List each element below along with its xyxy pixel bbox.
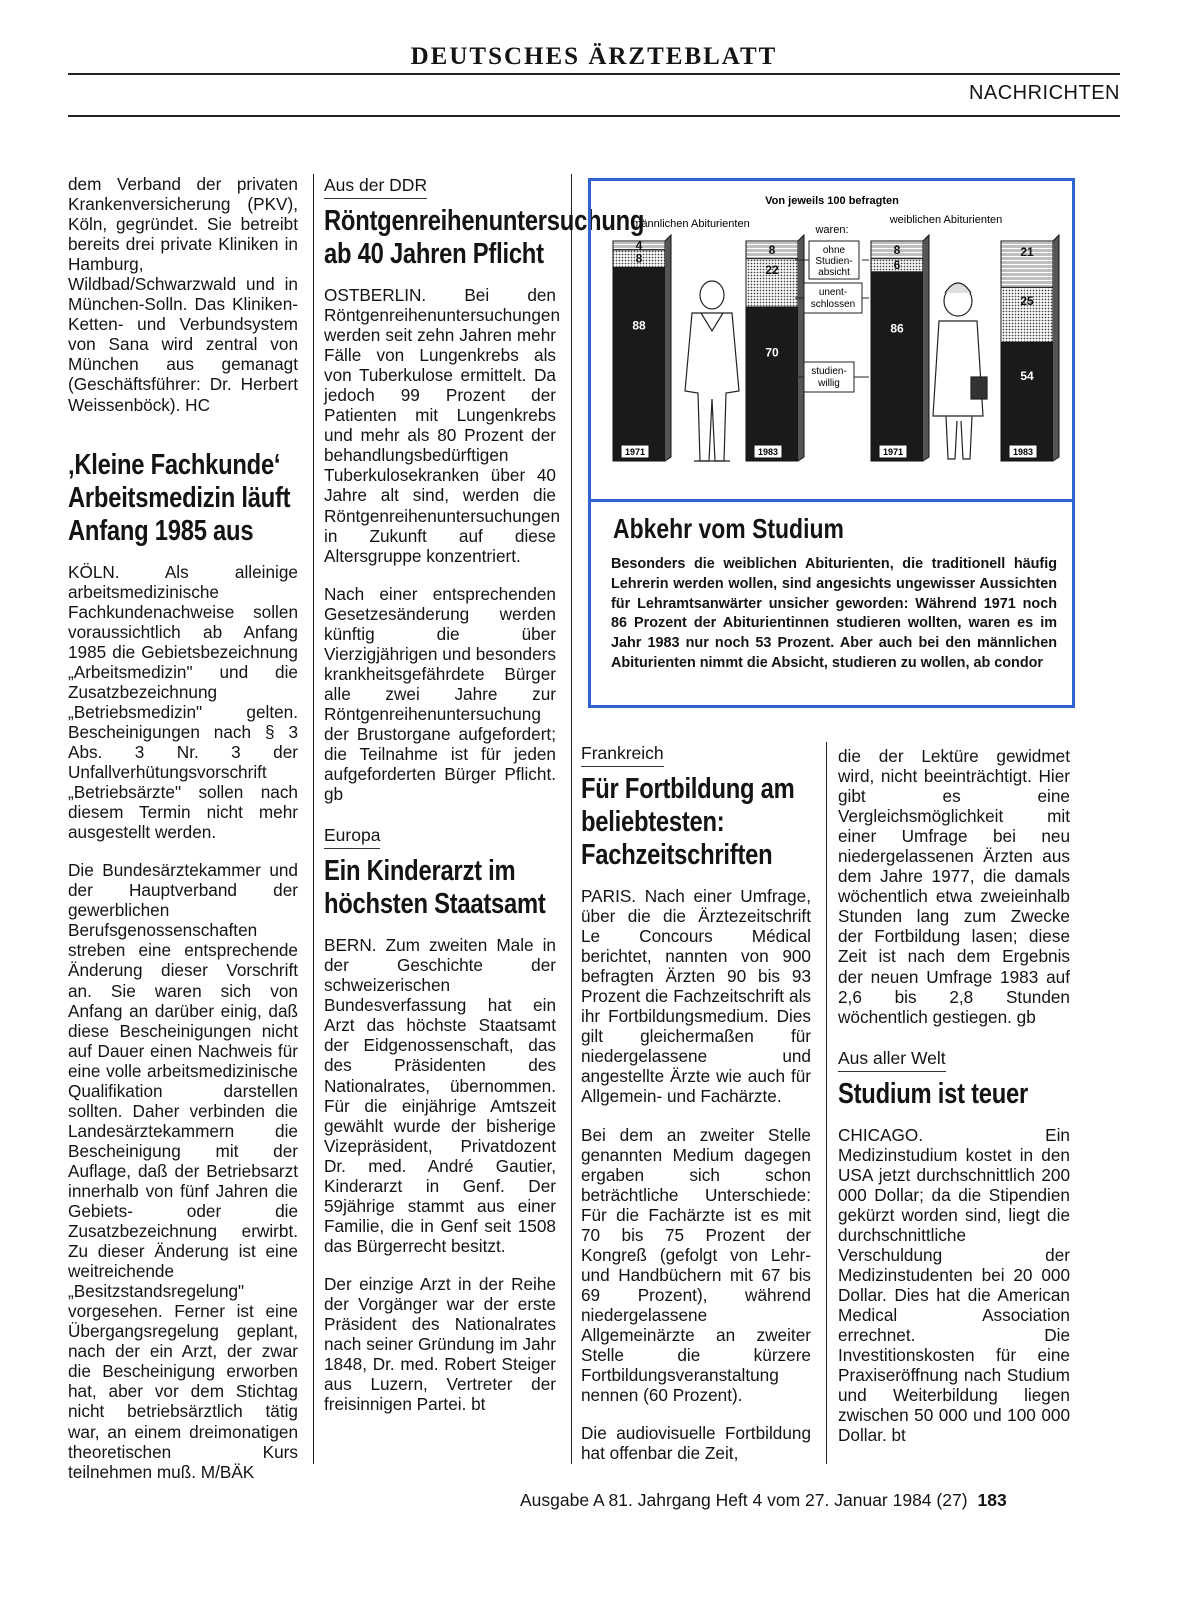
svg-text:absicht: absicht	[818, 267, 850, 278]
bar-value-label: 21	[1020, 244, 1034, 259]
svg-text:studien-: studien-	[811, 366, 847, 377]
footer-issue-text: Ausgabe A 81. Jahrgang Heft 4 vom 27. Januar 1984 (27)	[520, 1490, 968, 1510]
article-kicker: Europa	[324, 824, 380, 849]
chart-area	[591, 181, 1072, 502]
article-paragraph: die der Lektüre gewidmet wird, nicht beeinträchtigt. Hier gibt es eine Vergleichsmöglichkeit mit einer Umfrage bei neu niedergelassenen Ärzten aus dem Jahre 1977, die damals wöchentlich etwa zweieinhalb Stunden lang zum Zwecke der Fortbildung lasen; diese Zeit ist nach dem Ergebnis der neuen Umfrage 1983 auf 2,6 bis 2,8 Stunden wöchentlich gestiegen. gb	[838, 746, 1070, 1027]
bar-value-label: 88	[632, 318, 646, 333]
article-paragraph: Die audiovisuelle Fortbildung hat offenbar die Zeit,	[581, 1423, 811, 1464]
svg-text:schlossen: schlossen	[810, 299, 856, 310]
legend-studienwillig	[804, 362, 854, 392]
article-headline: ‚Kleine Fachkunde‘ Arbeitsmedizin läuft Anfang 1985 aus	[68, 448, 291, 547]
column-4	[838, 746, 1070, 1445]
svg-text:unent-: unent-	[818, 287, 848, 298]
bar-value-label: 86	[890, 321, 904, 336]
bar-value-label: 22	[765, 263, 779, 278]
masthead: DEUTSCHES ÄRZTEBLATT	[410, 43, 778, 70]
bar-side-shading	[923, 235, 929, 461]
article-paragraph: BERN. Zum zweiten Male in der Geschichte der schweizerischen Bundesverfassung hat ein Arzt das höchste Staatsamt der Eidgenossenschaft, das des Präsidenten des Nationalrates, übernommen. Für die einjährige Amtszeit gewählt wurde der bisherige Vizepräsident, Privatdozent Dr. med. André Gautier, Kinderarzt in Genf. Der 59jährige stammt aus einer Familie, die in Genf seit 1508 das Bürgerrecht besitzt.	[324, 935, 556, 1256]
svg-text:willig: willig	[818, 378, 840, 389]
bar-value-label: 8	[893, 242, 901, 257]
masthead-rule	[68, 73, 1120, 75]
article-paragraph: PARIS. Nach einer Umfrage, über die die Ärztezeitschrift Le Concours Médical berichtet, nannten von 900 befragten Ärzten 90 bis 93 Prozent die Fachzeitschrift als ihr Fortbildungsmedium. Dies gilt gleichermaßen für niedergelassene und angestellte Ärzte wie auch für Allgemein- und Fachärzte.	[581, 886, 811, 1107]
bar-side-shading	[665, 235, 671, 461]
article-paragraph: Die Bundesärztekammer und der Hauptverband der gewerblichen Berufsgenossenschaften streben eine entsprechende Änderung dieser Vorschrift an. Sie waren sich von Anfang an darüber einig, daß diese Bescheinigungen nicht auf Dauer einen Nachweis für eine volle arbeitsmedizinische Qualifikation darstellen sollten. Daher verbinden die Landesärztekammern die Bescheinigung mit der Auflage, daß der Betriebsarzt innerhalb von fünf Jahren die Gebiets- oder die Zusatzbezeichnung erwirbt. Zu dieser Änderung ist eine weitreichende „Besitzstandsregelung" vorgesehen. Ferner ist eine Übergangsregelung geplant, nach der ein Arzt, der zwar die Bescheinigung erworben hat, aber vor dem Stichtag nicht betriebsärztlich tätig war, an einem dreimonatigen theoretischen Kurs teilnehmen muß. M/BÄK	[68, 860, 298, 1482]
year-label: 1971	[882, 447, 904, 457]
article-kicker: Aus aller Welt	[838, 1047, 946, 1072]
figure-box	[588, 178, 1075, 708]
header-rule	[68, 115, 1120, 117]
bar-value-label: 8	[768, 242, 776, 257]
article-paragraph: OSTBERLIN. Bei den Röntgenreihenuntersuchungen werden seit zehn Jahren mehr Fälle von Lungenkrebs als von Tuberkulose ermittelt. Da jedoch 99 Prozent der Patienten mit Lungenkrebs und mehr als 80 Prozent der behandlungsbedürftigen Tuberkulosekranken über 40 Jahre alt sind, werden die Röntgenreihenuntersuchungen in Zukunft auf diese Altersgruppe konzentriert.	[324, 285, 561, 566]
article-paragraph: Der einzige Arzt in der Reihe der Vorgänger war der erste Präsident des Nationalrates nach seiner Gründung im Jahr 1848, Dr. med. Robert Steiger aus Luzern, Vertreter der freisinnigen Partei. bt	[324, 1273, 556, 1415]
bar-value-label: 6	[893, 258, 901, 273]
article-paragraph: Nach einer entsprechenden Gesetzesänderung werden künftig die über Vierzigjährigen und besonders krankheitsgefährdete Bürger alle zwei Jahre zur Röntgenreihenuntersuchung der Brustorgane aufgefordert; die Teilnahme ist für jeden aufgeforderten Bürger Pflicht. gb	[324, 583, 556, 805]
article-headline: Für Fortbildung am beliebtesten: Fachzeitschriften	[581, 773, 795, 871]
bar-segment-willing	[871, 272, 923, 461]
male-student-illustration	[685, 281, 739, 461]
middle-label: waren:	[815, 224, 849, 236]
bar-value-label: 4	[635, 238, 643, 253]
svg-text:Studien-: Studien-	[815, 256, 853, 267]
page-number: 183	[977, 1490, 1007, 1510]
article-headline: Röntgenreihenuntersuchung ab 40 Jahren Pflicht	[324, 205, 645, 270]
article-paragraph: Bei dem an zweiter Stelle genannten Medium dagegen ergaben sich schon beträchtliche Unterschiede: Für die Fachärzte ist es mit 70 bis 75 Prozent der Kongreß (gefolgt von Lehr- und Handbüchern mit 67 bis 69 Prozent), während niedergelassene Allgemeinärzte an zweiter Stelle die kürzere Fortbildungsveranstaltung nennen (60 Prozent).	[581, 1124, 811, 1406]
article-headline: Studium ist teuer	[838, 1077, 1029, 1110]
column-divider	[571, 174, 572, 1464]
bar-segment-willing	[1001, 342, 1053, 461]
bar-segment-willing	[746, 307, 798, 461]
column-divider	[313, 174, 314, 1464]
right-group-label: weiblichen Abiturienten	[889, 214, 1003, 226]
chart-header: Von jeweils 100 befragten	[765, 195, 899, 207]
section-label: NACHRICHTEN	[968, 82, 1120, 104]
bar-side-shading	[1053, 235, 1059, 461]
left-group-label: männlichen Abiturienten	[632, 218, 750, 230]
article-kicker: Frankreich	[581, 742, 664, 767]
year-label: 1983	[1012, 447, 1034, 457]
bar-value-label: 70	[765, 345, 779, 360]
bar-value-label: 54	[1020, 369, 1034, 384]
stacked-bar-chart	[591, 181, 1072, 499]
article-paragraph: KÖLN. Als alleinige arbeitsmedizinische Fachkundenachweise sollen voraussichtlich ab Anfang 1985 die Gebietsbezeichnung „Arbeitsmedizin" und die Zusatzbezeichnung „Betriebsmedizin" gelten. Bescheinigungen nach § 3 Abs. 3 Nr. 3 der Unfallverhütungsvorschrift „Betriebsärzte" sollen nach diesem Termin nicht mehr ausgestellt werden.	[68, 561, 298, 843]
bar-value-label: 8	[635, 251, 643, 266]
column-divider	[826, 742, 827, 1464]
bar-value-label: 25	[1020, 293, 1034, 308]
bar-segment-willing	[613, 267, 665, 461]
column-3	[581, 742, 811, 1463]
figure-caption: Besonders die weiblichen Abiturienten, die traditionell häufig Lehrerin werden wollen, sind angesichts ungewisser Aussichten für Lehramtsanwärter unsicher geworden: Während 1971 noch 86 Prozent der Abiturientinnen studieren wollten, waren es im Jahr 1983 nur noch 53 Prozent. Aber auch bei den männlichen Abiturienten nimmt die Absicht, studieren zu wollen, ab condor	[611, 556, 1057, 671]
year-label: 1971	[624, 447, 646, 457]
column-1	[68, 174, 298, 1482]
figure-title: Abkehr vom Studium	[613, 513, 844, 544]
legend-unentschlossen	[804, 283, 862, 313]
article-paragraph: CHICAGO. Ein Medizinstudium kostet in den USA jetzt durchschnittlich 200 000 Dollar; da die Stipendien gekürzt worden sind, liegt die durchschnittliche Verschuldung der Medizinstudenten bei 20 000 Dollar. Dies hat die American Medical Association errechnet. Die Investitionskosten für eine Praxiseröffnung nach Studium und Weiterbildung liegen zwischen 50 000 und 100 000 Dollar. bt	[838, 1124, 1070, 1446]
female-student-illustration	[933, 283, 987, 459]
page-footer	[520, 1490, 1007, 1511]
article-kicker: Aus der DDR	[324, 174, 427, 199]
svg-text:ohne: ohne	[822, 245, 846, 256]
bar-side-shading	[798, 235, 804, 461]
legend-ohne	[809, 241, 859, 279]
intro-paragraph: dem Verband der privaten Krankenversicherung (PKV), Köln, gegründet. Sie betreibt bereits drei private Kliniken in Hamburg, Wildbad/Schwarzwald und in München-Solln. Das Kliniken-Ketten- und Verbundsystem von Sana wird zentral von München aus gemanagt (Geschäftsführer: Dr. Herbert Weissenböck). HC	[68, 174, 298, 415]
article-headline: Ein Kinderarzt im höchsten Staatsamt	[324, 855, 546, 921]
year-label: 1983	[757, 447, 779, 457]
